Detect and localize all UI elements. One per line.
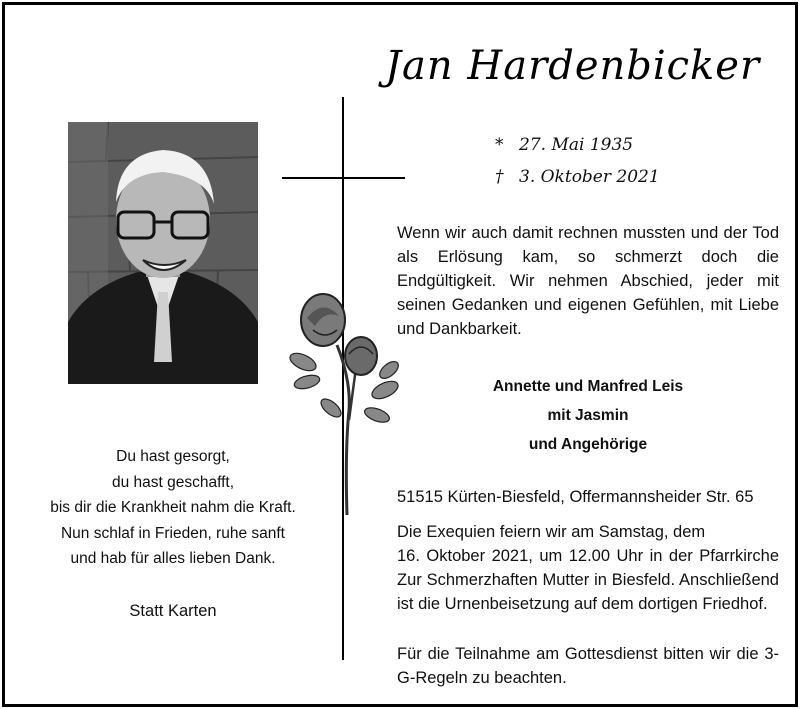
death-line: [495, 167, 660, 199]
statt-karten: Statt Karten: [129, 602, 217, 620]
death-date: 3. Oktober 2021: [519, 167, 660, 187]
funeral-info: [397, 520, 779, 616]
poem-line: Nun schlaf in Frieden, ruhe sanft: [60, 524, 285, 542]
cross-bar: [282, 177, 405, 179]
family-line: und Angehörige: [528, 436, 648, 453]
covid-notice: Für die Teilnahme am Gottesdienst bitten wir die 3-G-Regeln zu beachten.: [397, 645, 779, 687]
death-symbol: †: [495, 167, 504, 187]
portrait-photo: [68, 122, 258, 384]
family-line: Annette und Manfred Leis: [492, 378, 684, 395]
deceased-name: Jan Hardenbicker: [385, 43, 761, 89]
poem: [25, 444, 321, 572]
poem-line: und hab für alles lieben Dank.: [70, 550, 276, 567]
funeral-info-rest: 16. Oktober 2021, um 12.00 Uhr in der Pfarrkirche Zur Schmerzhaften Mutter in Biesfeld. Anschließend ist die Urnenbeisetzung auf dem dortigen Friedhof.: [397, 547, 779, 613]
funeral-info-line1: Die Exequien feiern wir am Samstag, dem: [397, 523, 706, 541]
life-dates: [495, 135, 660, 199]
birth-date: 27. Mai 1935: [519, 135, 634, 155]
address: 51515 Kürten-Biesfeld, Offermannsheider Str. 65: [397, 488, 754, 506]
intro-text: Wenn wir auch damit rechnen mussten und der Tod als Erlösung kam, so schmerzt doch die Endgültigkeit. Wir nehmen Abschied, jeder mit seinen Gedanken und eigenen Gefühlen, mit Liebe und Dankbarkeit.: [397, 224, 779, 338]
poem-line: Du hast gesorgt,: [116, 448, 230, 465]
family-line: mit Jasmin: [547, 407, 629, 424]
portrait-image: [68, 122, 258, 384]
birth-symbol: *: [495, 135, 504, 155]
obituary-card: [2, 2, 798, 707]
poem-line: bis dir die Krankheit nahm die Kraft.: [50, 499, 296, 516]
family-signature: [397, 372, 779, 459]
birth-line: [495, 135, 660, 167]
poem-line: du hast geschafft,: [111, 473, 235, 491]
